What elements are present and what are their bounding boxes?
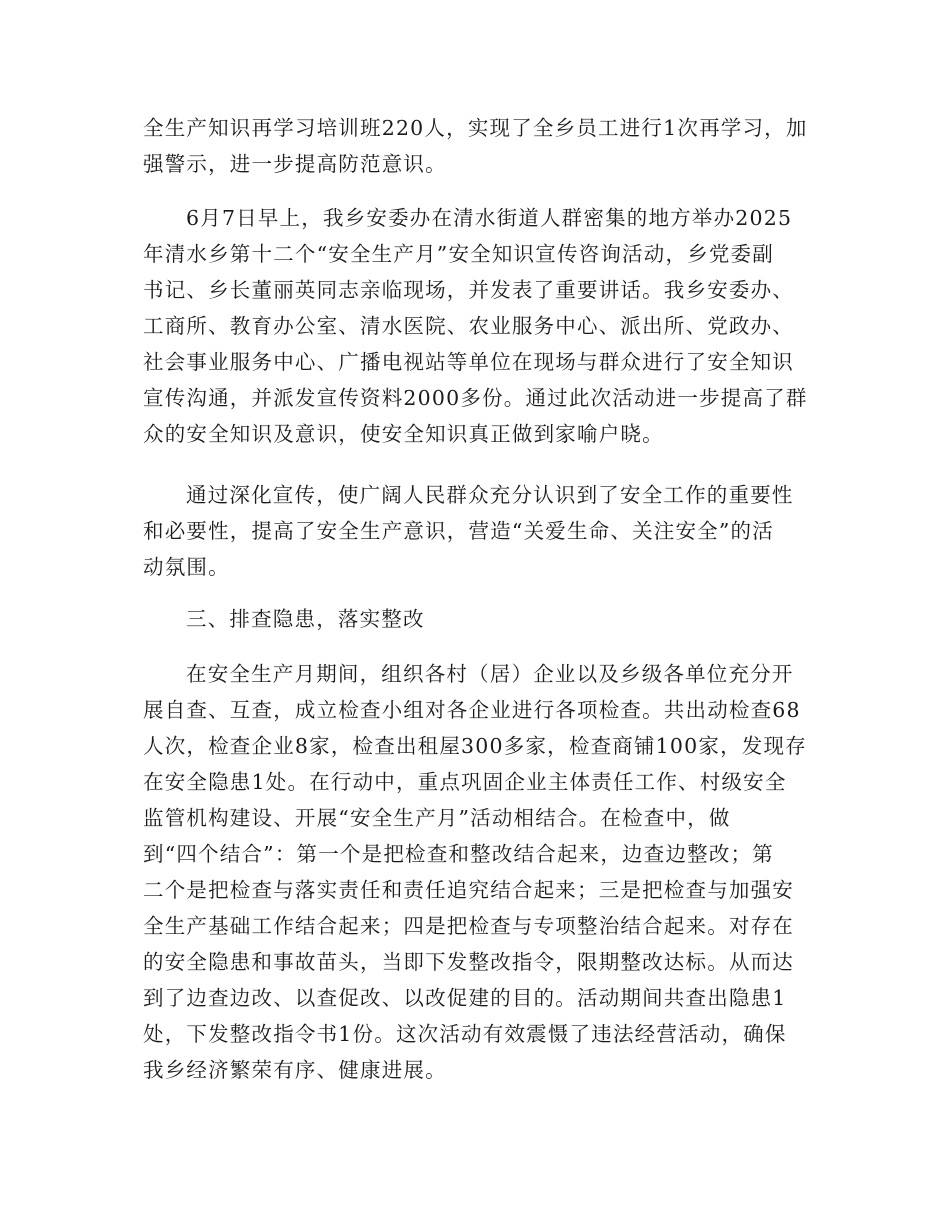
paragraph-4-line-1: 在安全生产月期间，组织各村（居）企业以及乡级各单位充分开 (186, 662, 794, 686)
paragraph-2-line-2: 年清水乡第十二个“安全生产月”安全知识宣传咨询活动，乡党委副 (143, 242, 774, 266)
paragraph-1-line-2: 强警示，进一步提高防范意识。 (143, 152, 447, 176)
paragraph-4-line-5: 监管机构建设、开展“安全生产月”活动相结合。在检查中，做 (143, 806, 731, 830)
paragraph-4-line-2: 展自查、互查，成立检查小组对各企业进行各项检查。共出动检查68 (143, 698, 801, 722)
paragraph-4-line-11: 处，下发整改指令书1份。这次活动有效震慑了违法经营活动，确保 (143, 1022, 787, 1046)
paragraph-4-line-6: 到“四个结合”：第一个是把检查和整改结合起来，边查边整改；第 (143, 842, 774, 866)
paragraph-4-line-8: 全生产基础工作结合起来；四是把检查与专项整治结合起来。对存在 (143, 914, 794, 938)
paragraph-4-line-12: 我乡经济繁荣有序、健康进展。 (143, 1058, 447, 1082)
paragraph-4-line-10: 到了边查边改、以查促改、以改促建的目的。活动期间共查出隐患1 (143, 986, 787, 1010)
paragraph-1-line-1: 全生产知识再学习培训班220人，实现了全乡员工进行1次再学习，加 (143, 116, 808, 140)
paragraph-2-line-6: 宣传沟通，并派发宣传资料2000多份。通过此次活动进一步提高了群 (143, 386, 808, 410)
paragraph-4-line-9: 的安全隐患和事故苗头，当即下发整改指令，限期整改达标。从而达 (143, 950, 794, 974)
section-heading-3: 三、排查隐患，落实整改 (186, 607, 425, 631)
paragraph-3-line-3: 动氛围。 (143, 555, 230, 579)
paragraph-2-line-7: 众的安全知识及意识，使安全知识真正做到家喻户晓。 (143, 422, 664, 446)
paragraph-3-line-1: 通过深化宣传，使广阔人民群众充分认识到了安全工作的重要性 (186, 483, 794, 507)
paragraph-4-line-3: 人次，检查企业8家，检查出租屋300多家，检查商铺100家，发现存 (143, 734, 807, 758)
paragraph-2-line-5: 社会事业服务中心、广播电视站等单位在现场与群众进行了安全知识 (143, 350, 794, 374)
paragraph-2-line-1: 6月7日早上，我乡安委办在清水街道人群密集的地方举办2025 (186, 206, 793, 230)
paragraph-3-line-2: 和必要性，提高了安全生产意识，营造“关爱生命、关注安全”的活 (143, 519, 774, 543)
paragraph-2-line-3: 书记、乡长董丽英同志亲临现场，并发表了重要讲话。我乡安委办、 (143, 278, 794, 302)
paragraph-2-line-4: 工商所、教育办公室、清水医院、农业服务中心、派出所、党政办、 (143, 314, 794, 338)
paragraph-4-line-4: 在安全隐患1处。在行动中，重点巩固企业主体责任工作、村级安全 (143, 770, 787, 794)
paragraph-4-line-7: 二个是把检查与落实责任和责任追究结合起来；三是把检查与加强安 (143, 878, 794, 902)
